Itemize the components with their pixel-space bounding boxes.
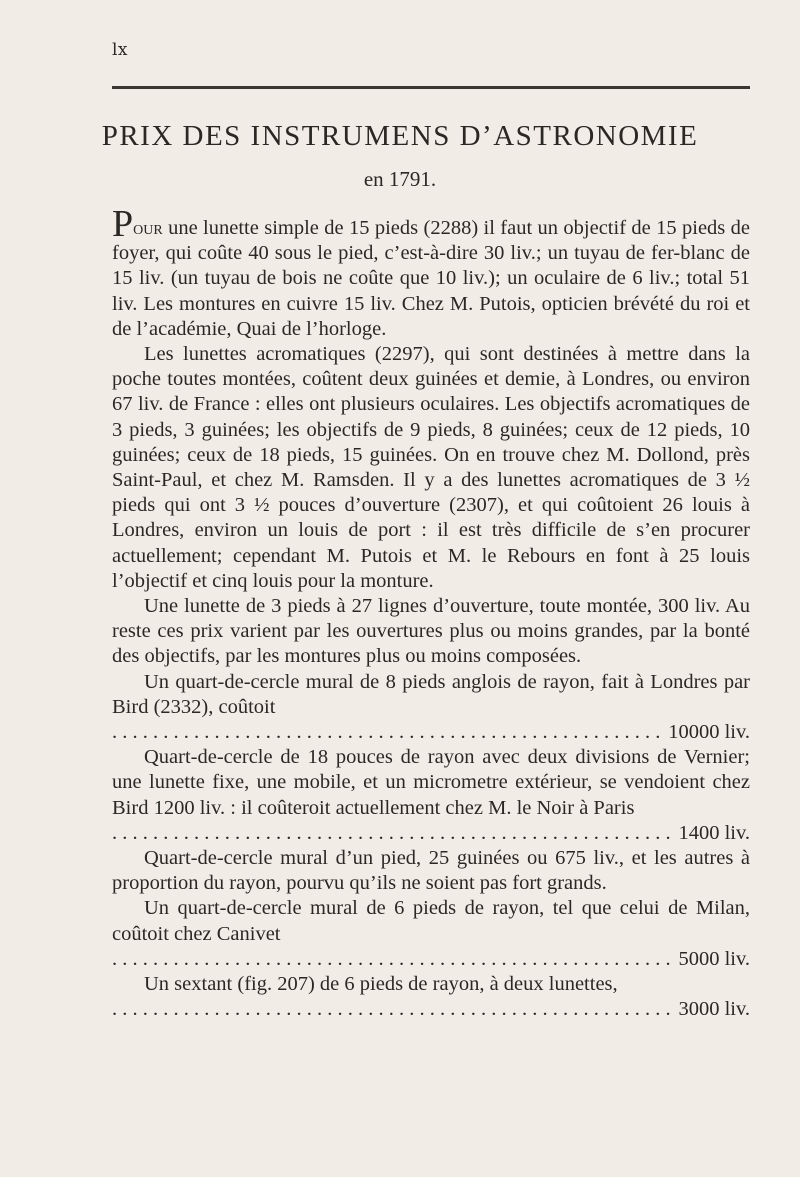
price: 5000 liv. (678, 947, 750, 970)
price: 10000 liv. (668, 721, 750, 744)
page-subtitle: en 1791. (363, 167, 437, 191)
price-paragraph (112, 972, 750, 997)
paragraph-text: une lunette simple de 15 pieds (2288) il faut un objectif de 15 pieds de foyer, qui coûte 40 sous le pied, c’est-à-dire 30 liv.; un tuyau de fer-blanc de 15 liv. (un tuyau de bois ne coûte que 10 liv.); un oculaire de 6 liv.; total 51 liv. Les montures en cuivre 15 liv. Chez M. Putois, opticien brévété du roi et de l’académie, Quai de l’horloge. (112, 217, 750, 340)
header-rule (112, 86, 750, 89)
drop-cap: P (112, 203, 134, 245)
price-paragraph (112, 745, 750, 821)
paragraph-text: Un sextant (fig. 207) de 6 pieds de rayon, à deux lunettes, (144, 973, 618, 996)
price-paragraph (112, 670, 750, 720)
dot-leader (112, 997, 674, 1022)
price-line (112, 997, 750, 1022)
price-paragraph (112, 896, 750, 946)
paragraph-text: Un quart-de-cercle mural de 8 pieds anglois de rayon, fait à Londres par Bird (2332), coûtoit (112, 670, 750, 718)
dot-leader (112, 947, 674, 972)
paragraph-text: Un quart-de-cercle mural de 6 pieds de rayon, tel que celui de Milan, coûtoit chez Canivet (112, 897, 750, 945)
paragraph-text: Quart-de-cercle de 18 pouces de rayon avec deux divisions de Vernier; une lunette fixe, une mobile, et un micrometre extérieur, se vendoient chez Bird 1200 liv. : il coûteroit actuellement chez M. le Noir à Paris (112, 746, 750, 819)
body-text (112, 203, 750, 1023)
price-line (112, 821, 750, 846)
dot-leader (112, 720, 664, 745)
price: 1400 liv. (678, 821, 750, 844)
page-number: lx (112, 40, 129, 60)
price-line (112, 720, 750, 745)
page-title: PRIX DES INSTRUMENS D’ASTRONOMIE (101, 120, 699, 152)
price: 3000 liv. (678, 998, 750, 1021)
price-line (112, 947, 750, 972)
paragraph: Les lunettes acromatiques (2297), qui sont destinées à mettre dans la poche toutes montées, coûtent deux guinées et demie, à Londres, ou environ 67 liv. de France : elles ont plusieurs oculaires. Les objectifs acromatiques de 3 pieds, 3 guinées; les objectifs de 9 pieds, 8 guinées; ceux de 12 pieds, 10 guinées; ceux de 18 pieds, 15 guinées. On en trouve chez M. Dollond, près Saint-Paul, et chez M. Ramsden. Il y a des lunettes acromatiques de 3 ½ pieds qui ont 3 ½ pouces d’ouverture (2307), et qui coûtoient 26 louis à Londres, environ un louis de port : il est très difficile de s’en procurer actuellement; cependant M. Putois et M. le Rebours en font à 25 louis l’objectif et cinq louis pour la monture. (112, 343, 750, 592)
dot-leader (112, 821, 674, 846)
small-caps-word: our (133, 217, 163, 239)
paragraph (112, 203, 750, 342)
paragraph: Une lunette de 3 pieds à 27 lignes d’ouverture, toute montée, 300 liv. Au reste ces prix varient par les ouvertures plus ou moins grandes, par la bonté des objectifs, par les montures plus ou moins composées. (112, 595, 750, 668)
paragraph: Quart-de-cercle mural d’un pied, 25 guinées ou 675 liv., et les autres à proportion du rayon, pourvu qu’ils ne soient pas fort grands. (112, 847, 750, 895)
